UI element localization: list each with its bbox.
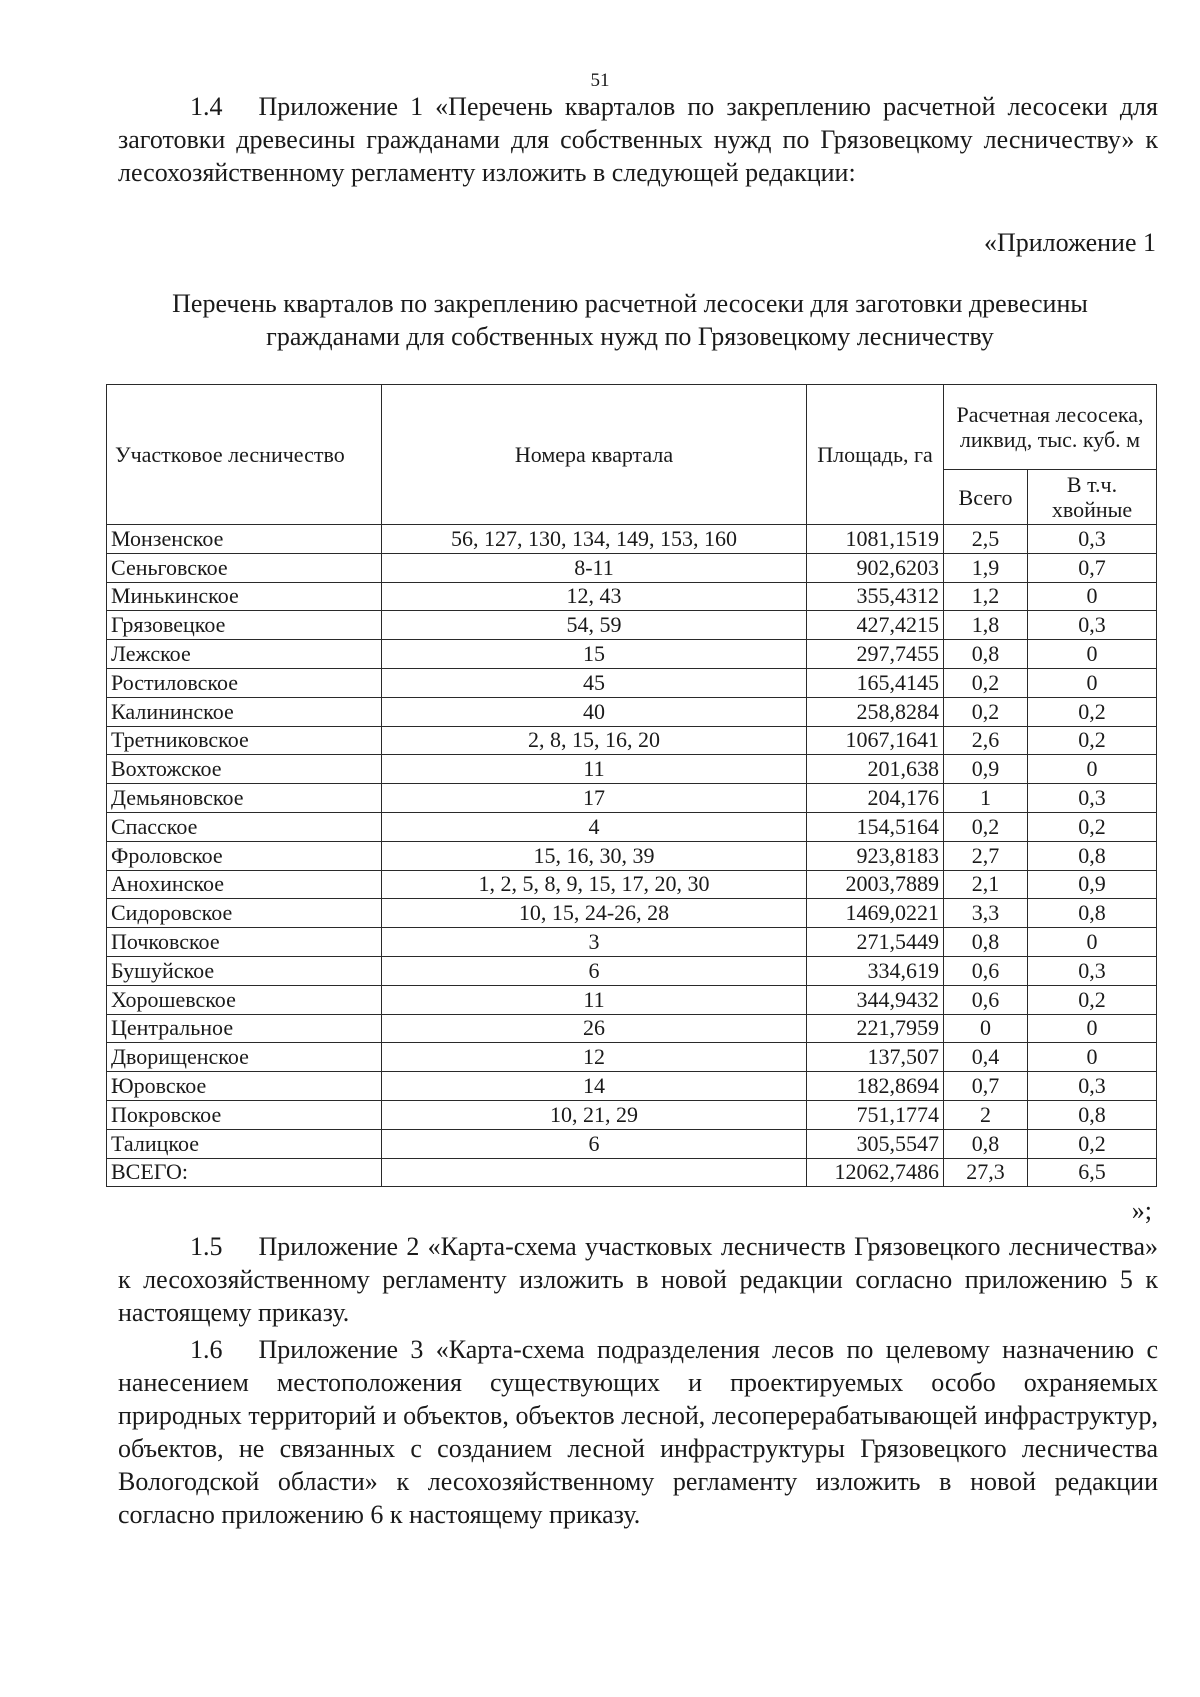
paragraph-number: 1.5: [190, 1232, 223, 1261]
paragraph-1-5: [118, 1230, 1158, 1329]
cell-total: 1: [944, 784, 1028, 813]
cell-district: Дворищенское: [107, 1043, 382, 1072]
cell-total: 2,1: [944, 870, 1028, 899]
header-district: Участковое лесничество: [107, 385, 382, 525]
cell-quarters: 11: [382, 755, 807, 784]
cell-area: 201,638: [807, 755, 944, 784]
cell-area: 305,5547: [807, 1129, 944, 1158]
table-row: [107, 1129, 1157, 1158]
header-coniferous: В т.ч. хвойные: [1028, 470, 1157, 525]
cell-district: Третниковское: [107, 726, 382, 755]
cell-coniferous: 0: [1028, 928, 1157, 957]
cell-coniferous: 0: [1028, 755, 1157, 784]
cell-coniferous: 0,2: [1028, 985, 1157, 1014]
table-row: [107, 697, 1157, 726]
cell-quarters: 10, 21, 29: [382, 1100, 807, 1129]
cell-total: 1,9: [944, 553, 1028, 582]
cell-quarters: 6: [382, 956, 807, 985]
table-row: [107, 812, 1157, 841]
cell-total: 0,8: [944, 928, 1028, 957]
cell-area: 221,7959: [807, 1014, 944, 1043]
cell-quarters: 40: [382, 697, 807, 726]
cell-quarters: 12, 43: [382, 582, 807, 611]
table-row: [107, 640, 1157, 669]
cell-total: 3,3: [944, 899, 1028, 928]
header-total: Всего: [944, 470, 1028, 525]
cell-district: Сеньговское: [107, 553, 382, 582]
table-row: [107, 755, 1157, 784]
table-row: [107, 726, 1157, 755]
page-number: 51: [590, 70, 610, 91]
cell-area: 355,4312: [807, 582, 944, 611]
cell-quarters: 26: [382, 1014, 807, 1043]
cell-area: 1081,1519: [807, 525, 944, 554]
cell-district: Почковское: [107, 928, 382, 957]
cell-district: Минькинское: [107, 582, 382, 611]
cell-area: 2003,7889: [807, 870, 944, 899]
quarters-table: [106, 384, 1157, 1187]
cell-coniferous: 0,7: [1028, 553, 1157, 582]
cell-area: 204,176: [807, 784, 944, 813]
table-total-row: [107, 1158, 1157, 1187]
table-row: [107, 553, 1157, 582]
table-title-line: гражданами для собственных нужд по Грязовецкому лесничеству: [266, 322, 994, 351]
cell-quarters: 8-11: [382, 553, 807, 582]
table-title-line: Перечень кварталов по закреплению расчетной лесосеки для заготовки древесины: [172, 289, 1088, 318]
cell-total: 1,8: [944, 611, 1028, 640]
cell-district: Юровское: [107, 1072, 382, 1101]
cell-area: 751,1774: [807, 1100, 944, 1129]
cell-total: 0,9: [944, 755, 1028, 784]
cell-coniferous: 0,2: [1028, 812, 1157, 841]
table-row: [107, 582, 1157, 611]
cell-quarters: 17: [382, 784, 807, 813]
cell-coniferous: 0,8: [1028, 899, 1157, 928]
cell-total: 2,5: [944, 525, 1028, 554]
table-row: [107, 1100, 1157, 1129]
table-row: [107, 928, 1157, 957]
table-row: [107, 985, 1157, 1014]
cell-district: Ростиловское: [107, 668, 382, 697]
cell-quarters: 15, 16, 30, 39: [382, 841, 807, 870]
cell-quarters: 15: [382, 640, 807, 669]
cell-coniferous: 0,3: [1028, 784, 1157, 813]
table-row: [107, 1072, 1157, 1101]
cell-district: Сидоровское: [107, 899, 382, 928]
cell-district: Лежское: [107, 640, 382, 669]
cell-district: Центральное: [107, 1014, 382, 1043]
cell-coniferous: 0,3: [1028, 611, 1157, 640]
cell-total: 0,8: [944, 640, 1028, 669]
cell-total: 0,2: [944, 812, 1028, 841]
table-row: [107, 956, 1157, 985]
cell-area: 165,4145: [807, 668, 944, 697]
cell-district: Покровское: [107, 1100, 382, 1129]
header-quarters: Номера квартала: [382, 385, 807, 525]
cell-area: 154,5164: [807, 812, 944, 841]
header-area: Площадь, га: [807, 385, 944, 525]
cell-coniferous: 0: [1028, 640, 1157, 669]
table-row: [107, 525, 1157, 554]
cell-total: 0,6: [944, 956, 1028, 985]
cell-total: 1,2: [944, 582, 1028, 611]
cell-total: 0,8: [944, 1129, 1028, 1158]
cell-district: Талицкое: [107, 1129, 382, 1158]
cell-coniferous: 6,5: [1028, 1158, 1157, 1187]
cell-coniferous: 0: [1028, 1014, 1157, 1043]
cell-district: Вохтожское: [107, 755, 382, 784]
cell-district: Спасское: [107, 812, 382, 841]
cell-area: 271,5449: [807, 928, 944, 957]
closing-quote-mark: »;: [1131, 1196, 1152, 1225]
cell-area: 902,6203: [807, 553, 944, 582]
table-row: [107, 611, 1157, 640]
cell-area: 923,8183: [807, 841, 944, 870]
table-row: [107, 899, 1157, 928]
cell-total: 2: [944, 1100, 1028, 1129]
cell-total: 0,7: [944, 1072, 1028, 1101]
paragraph-number: 1.4: [190, 92, 223, 121]
cell-district: Калининское: [107, 697, 382, 726]
table-row: [107, 668, 1157, 697]
cell-coniferous: 0,8: [1028, 841, 1157, 870]
cell-area: 297,7455: [807, 640, 944, 669]
cell-total: 0,4: [944, 1043, 1028, 1072]
paragraph-text: Приложение 2 «Карта-схема участковых лесничеств Грязовецкого лесничества» к лесохозяйственному регламенту изложить в новой редакции согласно приложению 5 к настоящему приказу.: [118, 1232, 1158, 1327]
cell-coniferous: 0: [1028, 582, 1157, 611]
cell-quarters: 3: [382, 928, 807, 957]
paragraph-text: Приложение 3 «Карта-схема подразделения лесов по целевому назначению с нанесением местоположения существующих и проектируемых особо охраняемых природных территорий и объектов, объектов лесной, лесоперерабатывающей инфраструктур, объектов, не связанных с созданием лесной инфраструктуры Грязовецкого лесничества Вологодской области» к лесохозяйственному регламенту изложить в новой редакции согласно приложению 6 к настоящему приказу.: [118, 1335, 1158, 1529]
table-row: [107, 870, 1157, 899]
cell-coniferous: 0,9: [1028, 870, 1157, 899]
cell-coniferous: 0,2: [1028, 726, 1157, 755]
cell-total: 2,6: [944, 726, 1028, 755]
cell-quarters: 14: [382, 1072, 807, 1101]
cell-district: Демьяновское: [107, 784, 382, 813]
cell-coniferous: 0: [1028, 668, 1157, 697]
table-row: [107, 841, 1157, 870]
cell-total: 2,7: [944, 841, 1028, 870]
cell-total: 0,6: [944, 985, 1028, 1014]
cell-quarters: 4: [382, 812, 807, 841]
paragraph-1-4: [118, 90, 1158, 189]
cell-coniferous: 0,2: [1028, 1129, 1157, 1158]
cell-quarters: 56, 127, 130, 134, 149, 153, 160: [382, 525, 807, 554]
cell-total: 0: [944, 1014, 1028, 1043]
cell-coniferous: 0: [1028, 1043, 1157, 1072]
cell-district: Грязовецкое: [107, 611, 382, 640]
cell-area: 1469,0221: [807, 899, 944, 928]
cell-area: 427,4215: [807, 611, 944, 640]
cell-coniferous: 0,3: [1028, 1072, 1157, 1101]
cell-quarters: 45: [382, 668, 807, 697]
cell-total: 0,2: [944, 697, 1028, 726]
cell-coniferous: 0,3: [1028, 956, 1157, 985]
appendix-label: «Приложение 1: [983, 228, 1156, 257]
table-row: [107, 1043, 1157, 1072]
header-allowable-cut: Расчетная лесосека, ликвид, тыс. куб. м: [944, 385, 1157, 470]
cell-district: Хорошевское: [107, 985, 382, 1014]
cell-district: Монзенское: [107, 525, 382, 554]
cell-quarters: 10, 15, 24-26, 28: [382, 899, 807, 928]
paragraph-text: Приложение 1 «Перечень кварталов по закреплению расчетной лесосеки для заготовки древесины гражданами для собственных нужд по Грязовецкому лесничеству» к лесохозяйственному регламенту изложить в следующей редакции:: [118, 92, 1158, 187]
cell-area: 182,8694: [807, 1072, 944, 1101]
cell-area: 334,619: [807, 956, 944, 985]
cell-quarters: 1, 2, 5, 8, 9, 15, 17, 20, 30: [382, 870, 807, 899]
cell-area: 258,8284: [807, 697, 944, 726]
cell-quarters: [382, 1158, 807, 1187]
table-row: [107, 1014, 1157, 1043]
cell-district: Бушуйское: [107, 956, 382, 985]
cell-district: Анохинское: [107, 870, 382, 899]
cell-total: 27,3: [944, 1158, 1028, 1187]
table-row: [107, 784, 1157, 813]
cell-quarters: 6: [382, 1129, 807, 1158]
cell-quarters: 2, 8, 15, 16, 20: [382, 726, 807, 755]
cell-coniferous: 0,8: [1028, 1100, 1157, 1129]
cell-quarters: 11: [382, 985, 807, 1014]
cell-area: 137,507: [807, 1043, 944, 1072]
paragraph-1-6: [118, 1333, 1158, 1531]
cell-coniferous: 0,3: [1028, 525, 1157, 554]
cell-area: 12062,7486: [807, 1158, 944, 1187]
cell-area: 344,9432: [807, 985, 944, 1014]
cell-total: 0,2: [944, 668, 1028, 697]
cell-total-label: ВСЕГО:: [107, 1158, 382, 1187]
cell-coniferous: 0,2: [1028, 697, 1157, 726]
cell-district: Фроловское: [107, 841, 382, 870]
paragraph-number: 1.6: [190, 1335, 223, 1364]
cell-quarters: 12: [382, 1043, 807, 1072]
cell-quarters: 54, 59: [382, 611, 807, 640]
cell-area: 1067,1641: [807, 726, 944, 755]
table-title: [110, 287, 1150, 353]
